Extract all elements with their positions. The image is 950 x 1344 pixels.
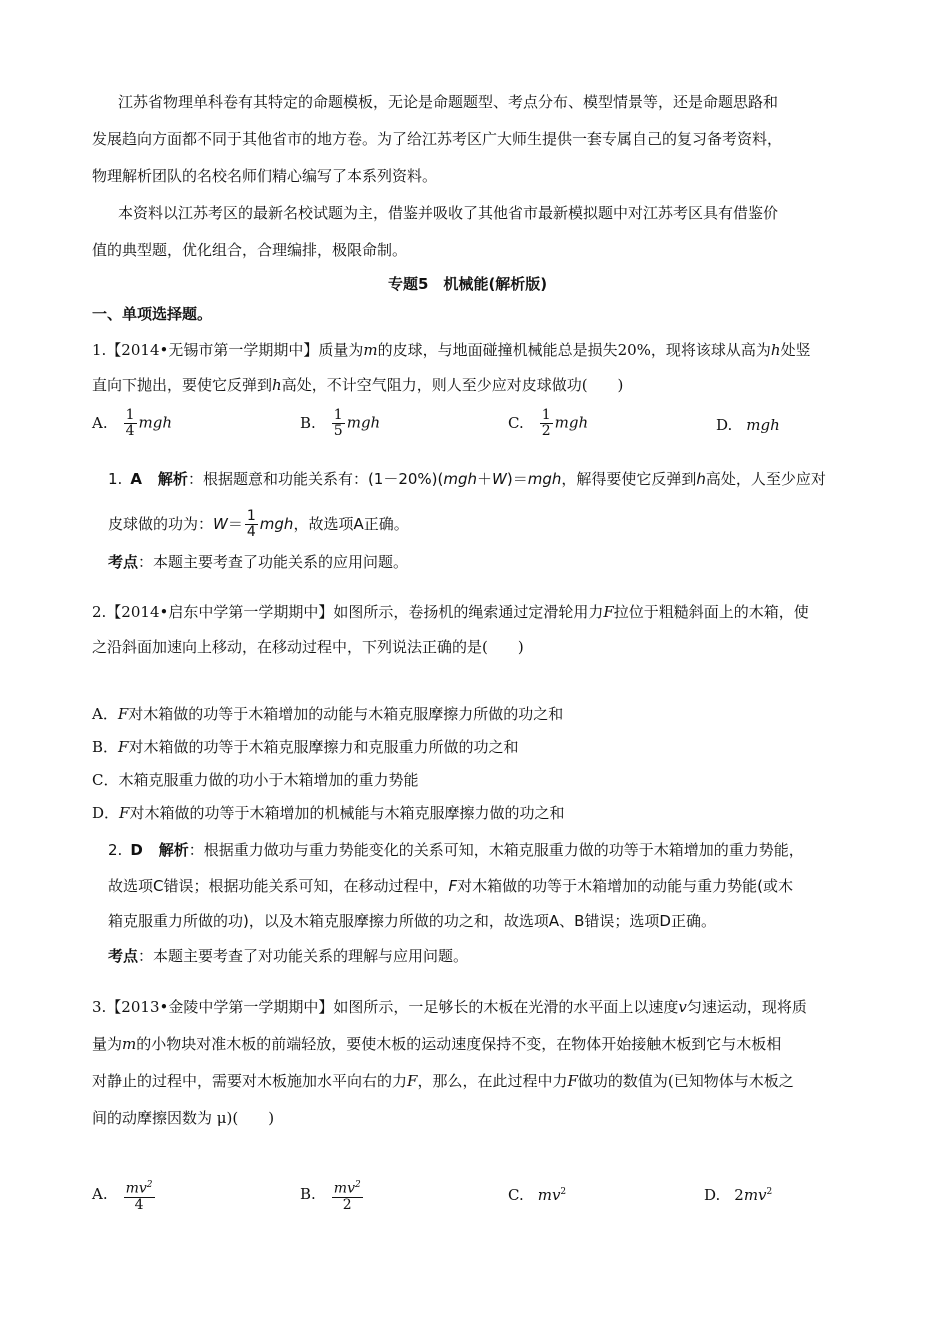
q3-option-c[interactable]: C. $mv^2$ (508, 1186, 567, 1204)
section-heading: 一、单项选择题。 (92, 305, 213, 323)
q1-answer: 1. A 解析：根据题意和功能关系有：(1－20%)(mgh＋W)＝mgh，解得要使它反弹到h高处，人至少应对 (108, 470, 826, 488)
question-3-stem: 对静止的过程中，需要对木板施加水平向右的力F，那么，在此过程中力F做功的数值为(已知物体与木板之 (92, 1072, 794, 1090)
intro-line: 值的典型题，优化组合，合理编排，极限命制。 (92, 241, 408, 259)
q2-answer: 箱克服重力所做的功)，以及木箱克服摩擦力所做的功之和，故选项A、B错误；选项D正确。 (108, 912, 716, 930)
q2-answer: 2. D 解析：根据重力做功与重力势能变化的关系可知，木箱克服重力做的功等于木箱增加的重力势能， (108, 841, 804, 859)
q1-option-d[interactable]: D. mgh (716, 416, 780, 434)
q1-option-b[interactable]: B. $\frac{1}{5}$ mgh (300, 407, 381, 439)
q1-option-a[interactable]: A. $\frac{1}{4}$ mgh (92, 407, 173, 439)
intro-line: 发展趋向方面都不同于其他省市的地方卷。为了给江苏考区广大师生提供一套专属自己的复习备考资料， (92, 130, 783, 148)
q2-option-a[interactable]: A．F对木箱做的功等于木箱增加的动能与木箱克服摩擦力所做的功之和 (92, 705, 564, 723)
q1-answer: 皮球做的功为：W＝ $\frac{1}{4}$ mgh，故选项A正确。 (108, 508, 409, 540)
q2-option-c[interactable]: C．木箱克服重力做的功小于木箱增加的重力势能 (92, 771, 419, 789)
q2-option-d[interactable]: D．F对木箱做的功等于木箱增加的机械能与木箱克服摩擦力做的功之和 (92, 804, 565, 822)
q3-option-d[interactable]: D. $2mv^2$ (704, 1186, 773, 1204)
q3-option-b[interactable]: B. $\frac{mv^2}{2}$ (300, 1180, 361, 1213)
q1-option-c[interactable]: C. $\frac{1}{2}$ mgh (508, 407, 589, 439)
intro-line: 本资料以江苏考区的最新名校试题为主，借鉴并吸收了其他省市最新模拟题中对江苏考区具有借鉴价 (118, 204, 779, 222)
intro-line: 物理解析团队的名校名师们精心编写了本系列资料。 (92, 167, 438, 185)
question-2-stem: 之沿斜面加速向上移动，在移动过程中，下列说法正确的是( ) (92, 638, 524, 656)
q3-option-a[interactable]: A. $\frac{mv^2}{4}$ (92, 1180, 153, 1213)
q2-knowledge-point: 考点：本题主要考查了对功能关系的理解与应用问题。 (108, 947, 469, 965)
question-3-stem: 间的动摩擦因数为 μ)( ) (92, 1109, 275, 1127)
chapter-title: 专题5 机械能(解析版) (388, 275, 548, 293)
question-2-stem: 2.【2014•启东中学第一学期期中】如图所示，卷扬机的绳索通过定滑轮用力F拉位于粗糙斜面上的木箱，使 (92, 603, 809, 621)
q2-answer: 故选项C错误；根据功能关系可知，在移动过程中，F对木箱做的功等于木箱增加的动能与重力势能(或木 (108, 877, 793, 895)
q1-knowledge-point: 考点：本题主要考查了功能关系的应用问题。 (108, 553, 409, 571)
question-1-stem: 1.【2014•无锡市第一学期期中】质量为m的皮球，与地面碰撞机械能总是损失20%，现将该球从高为h处竖 (92, 341, 811, 359)
q2-option-b[interactable]: B．F对木箱做的功等于木箱克服摩擦力和克服重力所做的功之和 (92, 738, 519, 756)
intro-line: 江苏省物理单科卷有其特定的命题模板，无论是命题题型、考点分布、模型情景等，还是命题思路和 (118, 93, 779, 111)
question-3-stem: 3.【2013•金陵中学第一学期期中】如图所示，一足够长的木板在光滑的水平面上以速度v匀速运动，现将质 (92, 998, 807, 1016)
question-1-stem: 直向下抛出，要使它反弹到h高处，不计空气阻力，则人至少应对皮球做功( ) (92, 376, 624, 394)
question-3-stem: 量为m的小物块对准木板的前端轻放，要使木板的运动速度保持不变，在物体开始接触木板到它与木板相 (92, 1035, 782, 1053)
